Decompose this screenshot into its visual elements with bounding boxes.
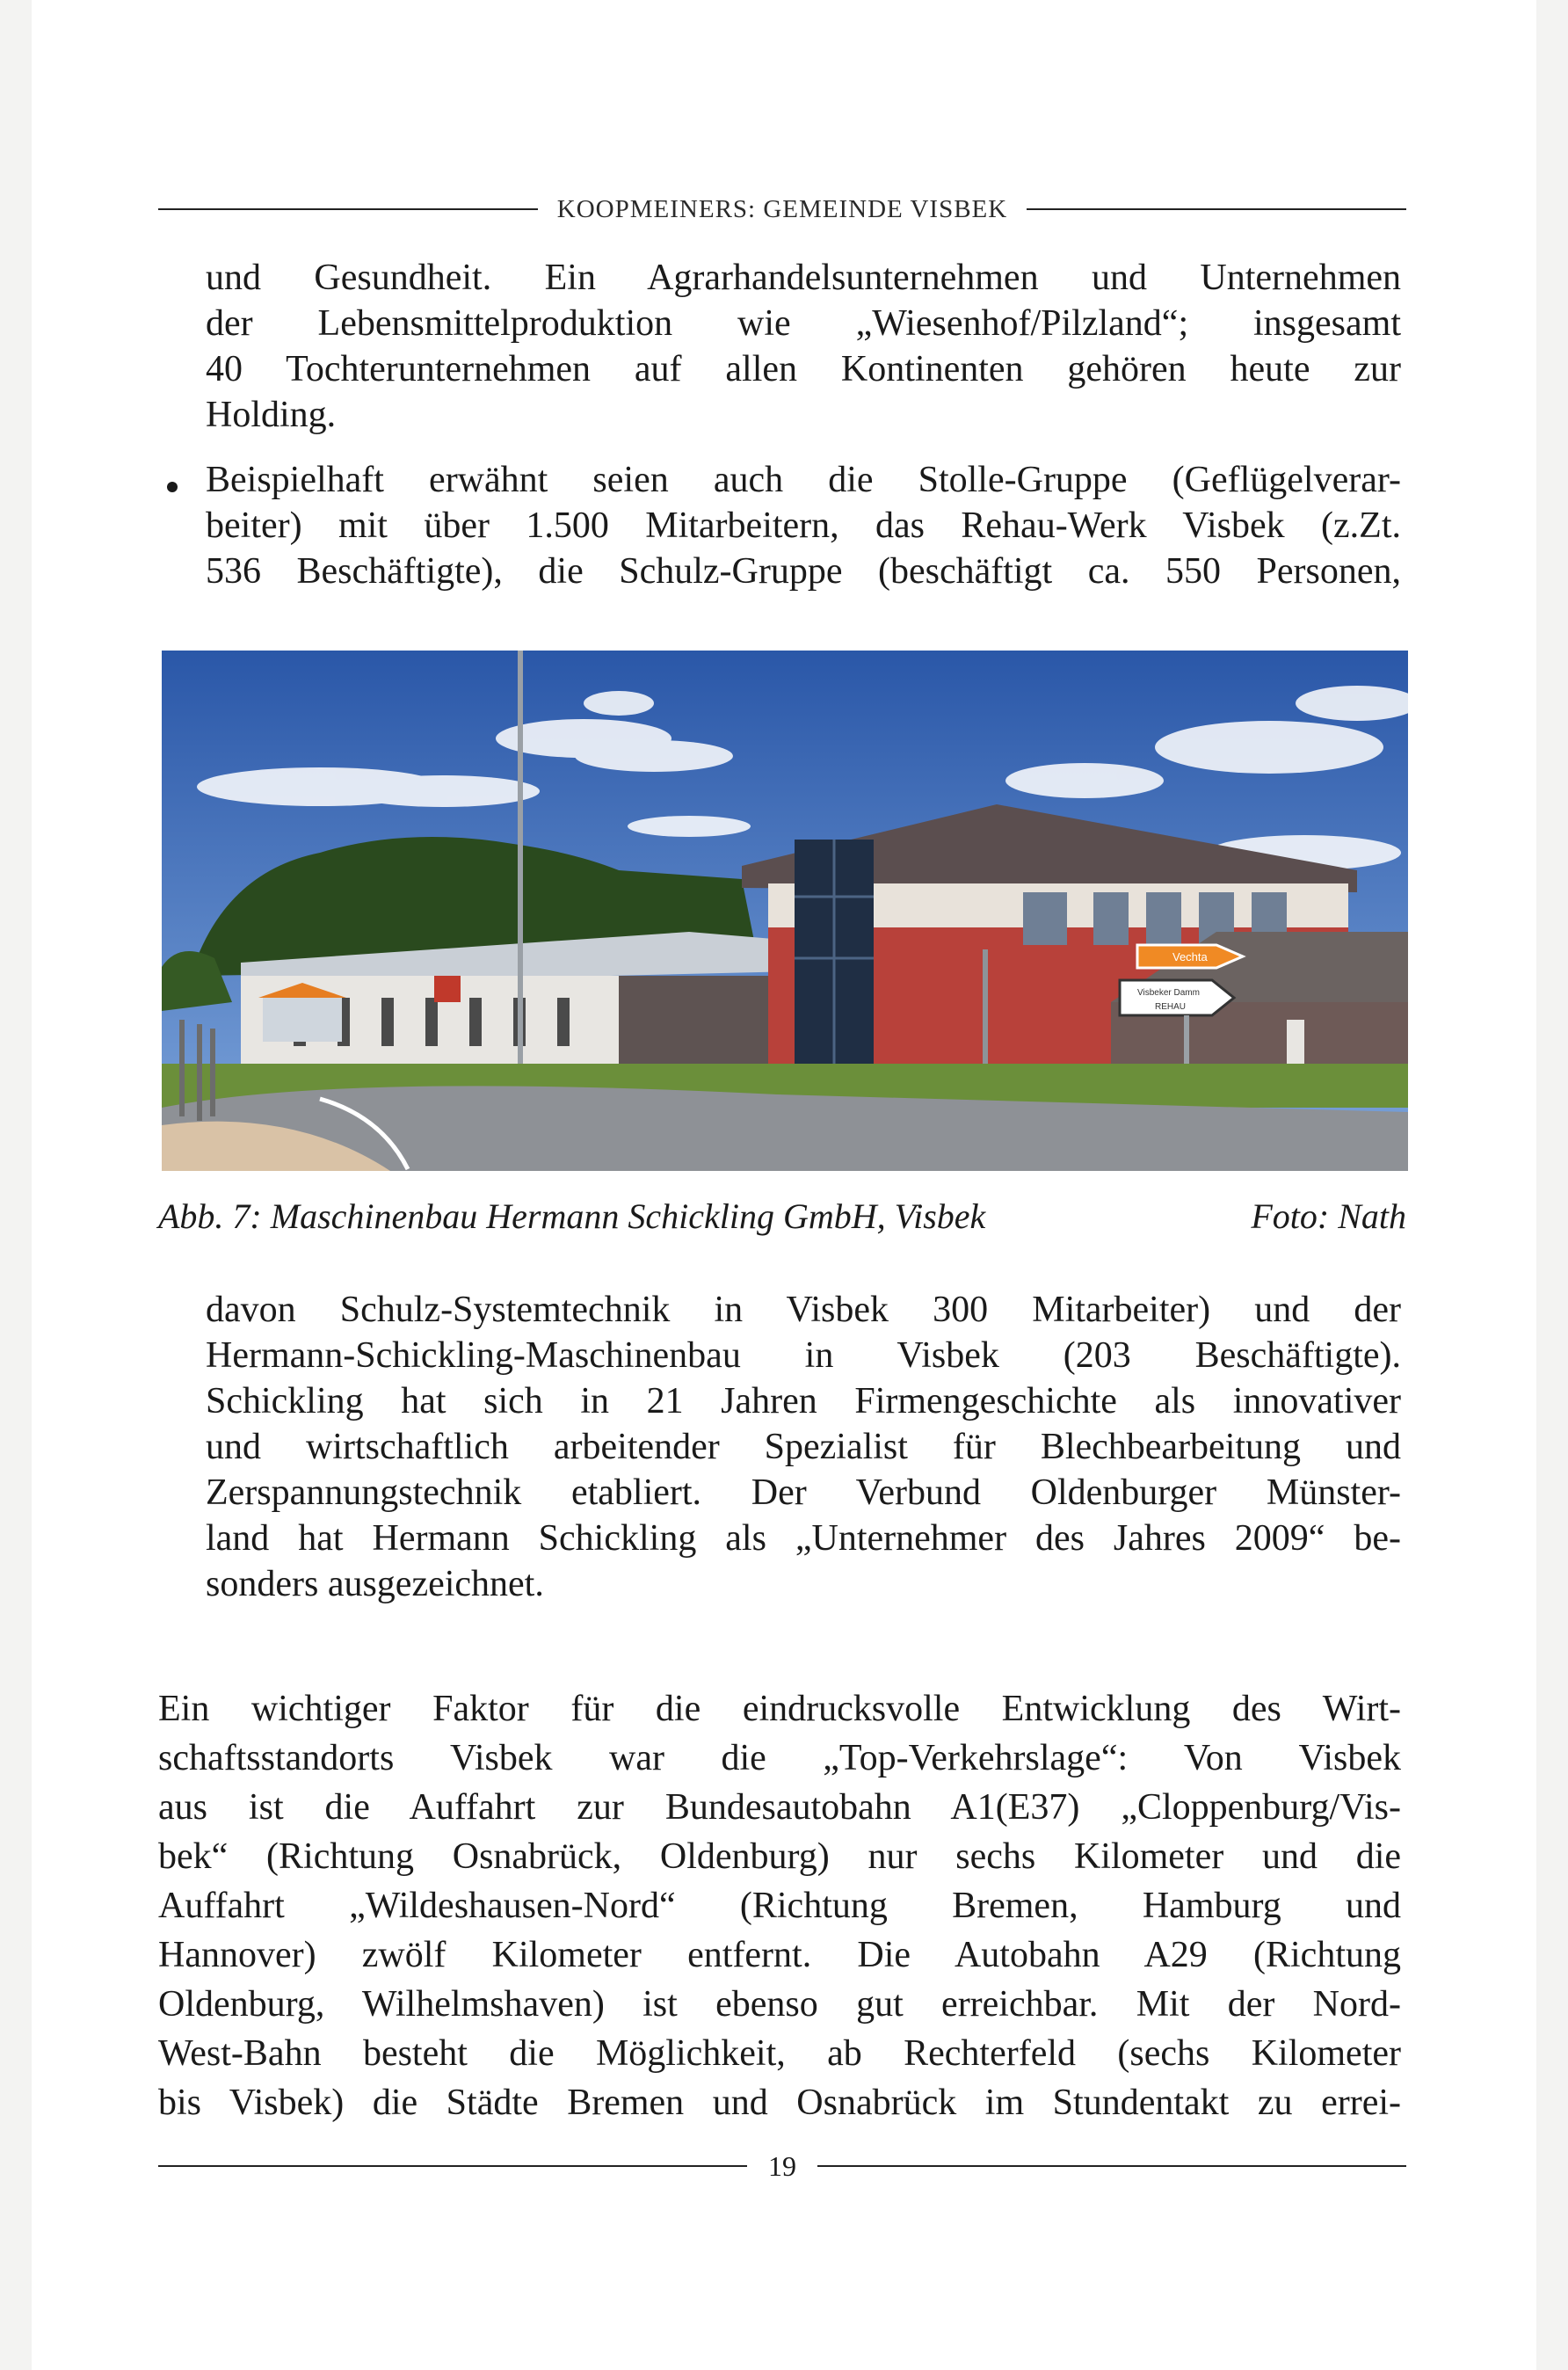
text-line: Hermann-Schickling-Maschinenbau in Visbek (203 Beschäftigte). (206, 1335, 1401, 1376)
svg-text:Visbeker Damm: Visbeker Damm (1137, 988, 1200, 998)
text-line: Zerspannungstechnik etabliert. Der Verbund Oldenburger Münster- (206, 1472, 1401, 1513)
factory-photo (162, 651, 1408, 1171)
svg-text:REHAU: REHAU (1155, 1002, 1187, 1012)
page-footer (158, 2147, 1406, 2185)
running-title: KOOPMEINERS: GEMEINDE VISBEK (556, 194, 1008, 223)
header-rule-right (1027, 208, 1406, 210)
header-rule-left (158, 208, 538, 210)
figure-caption (158, 1196, 1406, 1237)
text-line: Oldenburg, Wilhelmshaven) ist ebenso gut erreichbar. Mit der Nord- (158, 1984, 1401, 2025)
road-sign-rehau (1120, 980, 1234, 1015)
running-header (158, 192, 1406, 227)
page-number: 19 (768, 2149, 796, 2182)
text-line: der Lebensmittelproduktion wie „Wiesenhof/Pilzland“; insgesamt (206, 303, 1401, 344)
text-line: davon Schulz-Systemtechnik in Visbek 300 Mitarbeiter) und der (206, 1290, 1401, 1330)
text-line: 40 Tochterunternehmen auf allen Kontinenten gehören heute zur (206, 349, 1401, 389)
text-line: land hat Hermann Schickling als „Unternehmer des Jahres 2009“ be- (206, 1518, 1401, 1559)
bullet-point (167, 482, 178, 492)
paragraph-bullet (206, 457, 1401, 594)
road-sign-vechta (1137, 945, 1243, 968)
text-line: und Gesundheit. Ein Agrarhandelsunternehmen und Unternehmen (206, 258, 1401, 298)
footer-rule-left (158, 2165, 747, 2167)
text-line: und wirtschaftlich arbeitender Spezialist für Blechbearbeitung und (206, 1427, 1401, 1467)
text-line: 536 Beschäftigte), die Schulz-Gruppe (beschäftigt ca. 550 Personen, (206, 551, 1401, 592)
text-line: bek“ (Richtung Osnabrück, Oldenburg) nur sechs Kilometer und die (158, 1836, 1401, 1877)
paragraph-verkehrslage (158, 1684, 1401, 2127)
footer-rule-right (817, 2165, 1406, 2167)
text-line: West-Bahn besteht die Möglichkeit, ab Rechterfeld (sechs Kilometer (158, 2033, 1401, 2074)
text-line: aus ist die Auffahrt zur Bundesautobahn A1(E37) „Cloppenburg/Vis- (158, 1787, 1401, 1828)
text-line: beiter) mit über 1.500 Mitarbeitern, das Rehau-Werk Visbek (z.Zt. (206, 505, 1401, 546)
text-line: Ein wichtiger Faktor für die eindrucksvolle Entwicklung des Wirt- (158, 1689, 1401, 1729)
text-line: schaftsstandorts Visbek war die „Top-Verkehrslage“: Von Visbek (158, 1738, 1401, 1778)
text-line: Hannover) zwölf Kilometer entfernt. Die Autobahn A29 (Richtung (158, 1935, 1401, 1975)
factory-photo-illustration (162, 651, 1408, 1171)
text-line: Holding. (206, 395, 337, 435)
photo-credit: Foto: Nath (1251, 1196, 1406, 1236)
paragraph-schickling (206, 1287, 1401, 1607)
paragraph-intro-continuation (206, 255, 1401, 438)
svg-text:Vechta: Vechta (1172, 950, 1208, 963)
text-line: Beispielhaft erwähnt seien auch die Stolle-Gruppe (Geflügelverar- (206, 460, 1401, 500)
text-line: bis Visbek) die Städte Bremen und Osnabrück im Stundentakt zu errei- (158, 2083, 1401, 2123)
text-line: Auffahrt „Wildeshausen-Nord“ (Richtung Bremen, Hamburg und (158, 1886, 1401, 1926)
caption-text: Abb. 7: Maschinenbau Hermann Schickling GmbH, Visbek (158, 1196, 986, 1236)
text-line: Schickling hat sich in 21 Jahren Firmengeschichte als innovativer (206, 1381, 1401, 1421)
text-line: sonders ausgezeichnet. (206, 1564, 544, 1604)
